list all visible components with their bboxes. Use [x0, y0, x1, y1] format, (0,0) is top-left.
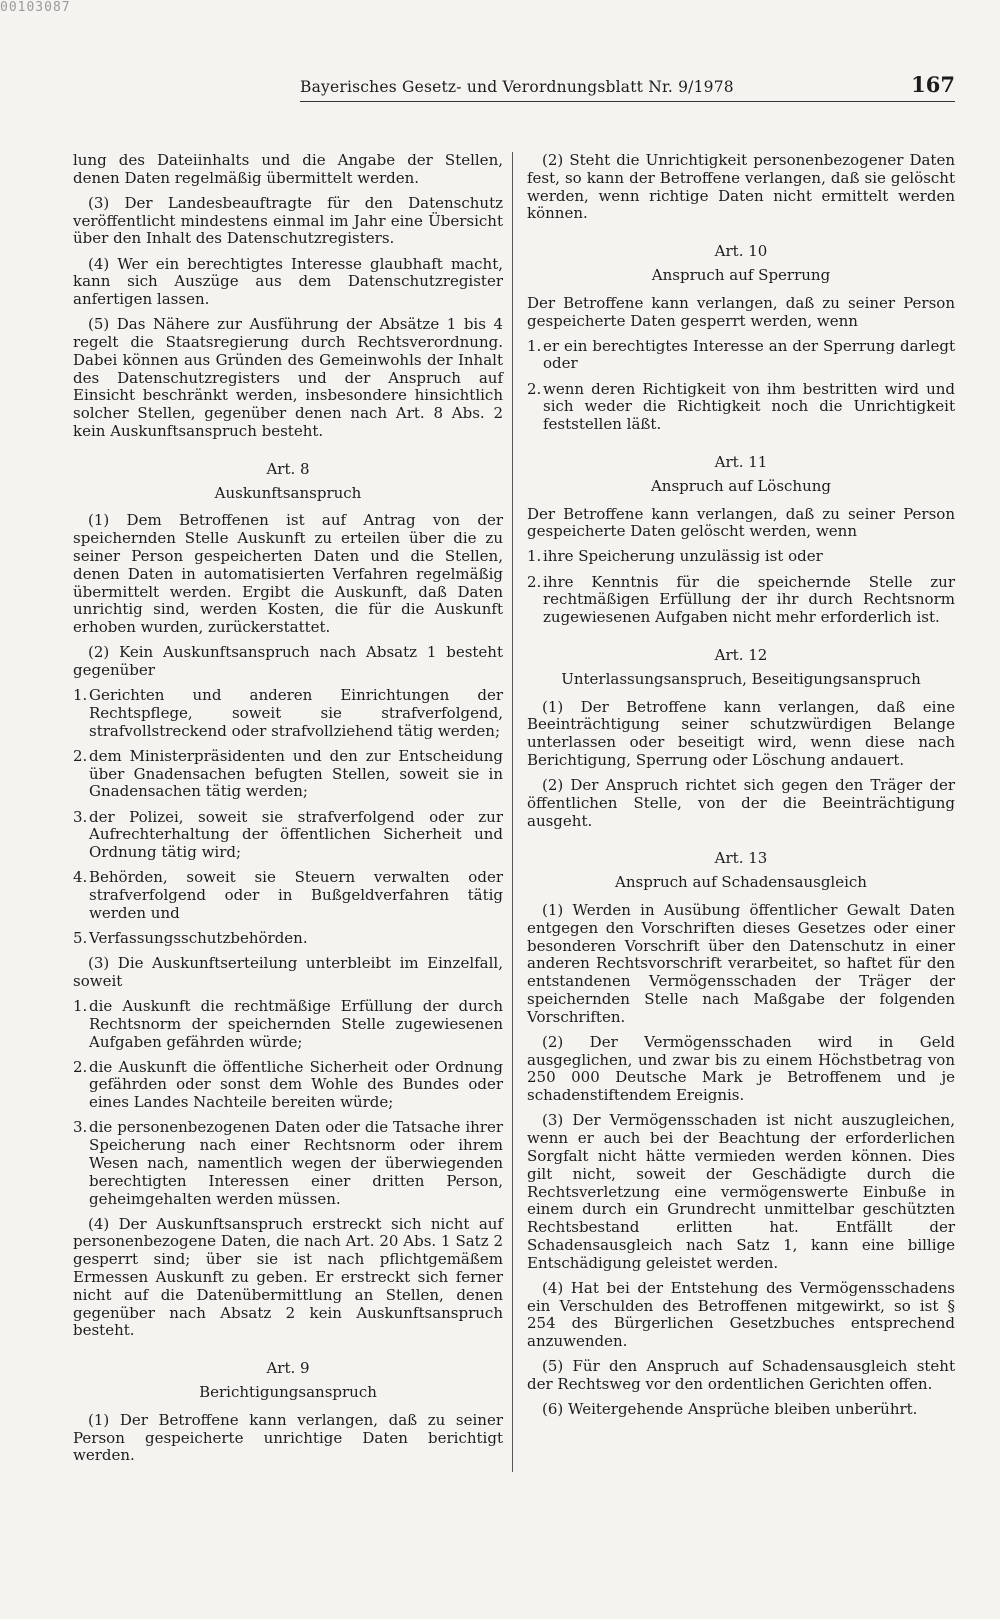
paragraph: lung des Dateiinhalts und die Angabe der Stellen, denen Daten regelmäßig übermittelt werden.: [73, 151, 503, 187]
column-divider: [512, 152, 513, 1472]
list-item: 2. ihre Kenntnis für die speichernde Stelle zur rechtmäßigen Erfüllung der ihr durch Rechtsnorm zugewiesenen Aufgaben nicht mehr erforderlich ist.: [527, 572, 955, 627]
article-heading: Art. 13: [714, 849, 768, 868]
article-title: Auskunftsanspruch: [214, 483, 362, 502]
paragraph: (3) Der Vermögensschaden ist nicht auszugleichen, wenn er auch bei der Beachtung der erforderlichen Sorgfalt nicht hätte vermieden werden können. Dies gilt nicht, soweit der Geschädigte durch die Rechtsverletzung eine vermögenswerte Einbuße in einem durch ein Grundrecht unmittelbar geschützten Rechtsbestand erlitten hat. Entfällt der Schadensausgleich nach Satz 1, kann eine billige Entschädigung geleistet werden.: [527, 1111, 955, 1272]
paragraph: (4) Der Auskunftsanspruch erstreckt sich nicht auf personenbezogene Daten, die nach Art. 20 Abs. 1 Satz 2 gesperrt sind; über sie ist nach pflichtgemäßem Ermessen Auskunft zu geben. Er erstreckt sich ferner nicht auf die Datenübermittlung an Stellen, denen gegenüber nach Absatz 2 kein Auskunftsanspruch besteht.: [73, 1214, 503, 1340]
paragraph: (3) Die Auskunftserteilung unterbleibt im Einzelfall, soweit: [73, 954, 503, 990]
list-item: 1. er ein berechtigtes Interesse an der Sperrung darlegt oder: [527, 336, 955, 373]
article-title: Anspruch auf Löschung: [650, 476, 832, 495]
list-item: 2. wenn deren Richtigkeit von ihm bestritten wird und sich weder die Richtigkeit noch die Unrichtigkeit feststellen läßt.: [527, 379, 955, 434]
paragraph: Der Betroffene kann verlangen, daß zu seiner Person gespeicherte Daten gesperrt werden, wenn: [527, 293, 955, 330]
article-heading: Art. 10: [714, 242, 768, 261]
right-column: [527, 152, 955, 1426]
paragraph: (1) Dem Betroffenen ist auf Antrag von der speichernden Stelle Auskunft zu erteilen über die zu seiner Person gespeicherten Daten und die Stellen, denen Daten in automatisierten Verfahren regelmäßig übermittelt werden. Ergibt die Auskunft, daß Daten unrichtig sind, werden Kosten, die für die Auskunft erhoben wurden, zurückerstattet.: [73, 511, 503, 637]
list-item: 1. Gerichten und anderen Einrichtungen der Rechtspflege, soweit sie strafverfolgend, strafvollstreckend oder strafvollziehend tätig werden;: [73, 686, 503, 740]
list-item: 5. Verfassungsschutzbehörden.: [73, 928, 308, 947]
header-rule: [300, 101, 955, 102]
article-heading: Art. 9: [266, 1359, 310, 1378]
list-item: 2. dem Ministerpräsidenten und den zur Entscheidung über Gnadensachen befugten Stellen, soweit sie in Gnadensachen tätig werden;: [73, 746, 503, 801]
article-heading: Art. 12: [714, 645, 768, 664]
article-title: Unterlassungsanspruch, Beseitigungsanspruch: [561, 669, 921, 688]
paragraph: (1) Werden in Ausübung öffentlicher Gewalt Daten entgegen den Vorschriften dieses Gesetzes oder einer besonderen Vorschrift über den Datenschutz in einer anderen Rechtsvorschrift verarbeitet, so haftet für den entstandenen Vermögensschaden der Träger der speichernden Stelle nach Maßgabe der folgenden Vorschriften.: [527, 900, 955, 1026]
archive-stamp: 00103087: [0, 0, 71, 15]
paragraph: (5) Für den Anspruch auf Schadensausgleich steht der Rechtsweg vor den ordentlichen Gerichten offen.: [527, 1357, 955, 1394]
paragraph: (3) Der Landesbeauftragte für den Datenschutz veröffentlicht mindestens einmal im Jahr eine Übersicht über den Inhalt des Datenschutzregisters.: [73, 193, 503, 248]
article-heading: Art. 8: [266, 459, 310, 478]
page-header: [300, 72, 955, 97]
list-item: 3. die personenbezogenen Daten oder die Tatsache ihrer Speicherung nach einer Rechtsnorm oder ihrem Wesen nach, namentlich wegen der überwiegenden berechtigten Interessen einer dritten Person, geheimgehalten werden müssen.: [73, 1118, 503, 1208]
journal-title: Bayerisches Gesetz- und Verordnungsblatt Nr. 9/1978: [300, 78, 734, 96]
paragraph: (4) Wer ein berechtigtes Interesse glaubhaft macht, kann sich Auszüge aus dem Datenschutzregister anfertigen lassen.: [73, 254, 503, 309]
article-title: Berichtigungsanspruch: [199, 1382, 377, 1401]
list-item: 1. die Auskunft die rechtmäßige Erfüllung der durch Rechtsnorm der speichernden Stelle zugewiesenen Aufgaben gefährden würde;: [73, 996, 503, 1051]
paragraph: (2) Steht die Unrichtigkeit personenbezogener Daten fest, so kann der Betroffene verlangen, daß sie gelöscht werden, wenn richtige Daten nicht ermittelt werden können.: [527, 151, 955, 223]
paragraph: (1) Der Betroffene kann verlangen, daß zu seiner Person gespeicherte unrichtige Daten berichtigt werden.: [73, 1410, 503, 1465]
paragraph: (2) Kein Auskunftsanspruch nach Absatz 1 besteht gegenüber: [73, 643, 503, 680]
list-item: 3. der Polizei, soweit sie strafverfolgend oder zur Aufrechterhaltung der öffentlichen Sicherheit und Ordnung tätig wird;: [73, 807, 503, 862]
list-item: 2. die Auskunft die öffentliche Sicherheit oder Ordnung gefährden oder sonst dem Wohle des Bundes oder eines Landes Nachteile bereiten würde;: [73, 1057, 503, 1112]
article-heading: Art. 11: [714, 452, 768, 471]
left-column: [73, 152, 503, 1472]
article-title: Anspruch auf Schadensausgleich: [615, 873, 867, 892]
list-item: 4. Behörden, soweit sie Steuern verwalten oder strafverfolgend oder in Bußgeldverfahren tätig werden und: [73, 868, 503, 922]
paragraph: (6) Weitergehende Ansprüche bleiben unberührt.: [542, 1400, 918, 1419]
article-title: Anspruch auf Sperrung: [651, 265, 831, 284]
paragraph: (1) Der Betroffene kann verlangen, daß eine Beeinträchtigung seiner schutzwürdigen Belange unterlassen oder beseitigt wird, wenn diese nach Berichtigung, Sperrung oder Löschung andauert.: [527, 697, 955, 769]
paragraph: (5) Das Nähere zur Ausführung der Absätze 1 bis 4 regelt die Staatsregierung durch Rechtsverordnung. Dabei können aus Gründen des Gemeinwohls der Inhalt des Datenschutzregisters und der Anspruch auf Einsicht beschränkt werden, insbesondere hinsichtlich solcher Stellen, gegenüber denen nach Art. 8 Abs. 2 kein Auskunftsanspruch besteht.: [73, 315, 503, 441]
paragraph: Der Betroffene kann verlangen, daß zu seiner Person gespeicherte Daten gelöscht werden, wenn: [527, 504, 955, 541]
page-number: 167: [911, 72, 955, 97]
paragraph: (2) Der Vermögensschaden wird in Geld ausgeglichen, und zwar bis zu einem Höchstbetrag von 250 000 Deutsche Mark je Betroffenem und je schadenstiftendem Ereignis.: [527, 1032, 955, 1105]
list-item: 1. ihre Speicherung unzulässig ist oder: [527, 547, 823, 566]
paragraph: (4) Hat bei der Entstehung des Vermögensschadens ein Verschulden des Betroffenen mitgewirkt, so ist § 254 des Bürgerlichen Gesetzbuches entsprechend anzuwenden.: [527, 1278, 955, 1351]
paragraph: (2) Der Anspruch richtet sich gegen den Träger der öffentlichen Stelle, von der die Beeinträchtigung ausgeht.: [527, 776, 955, 830]
